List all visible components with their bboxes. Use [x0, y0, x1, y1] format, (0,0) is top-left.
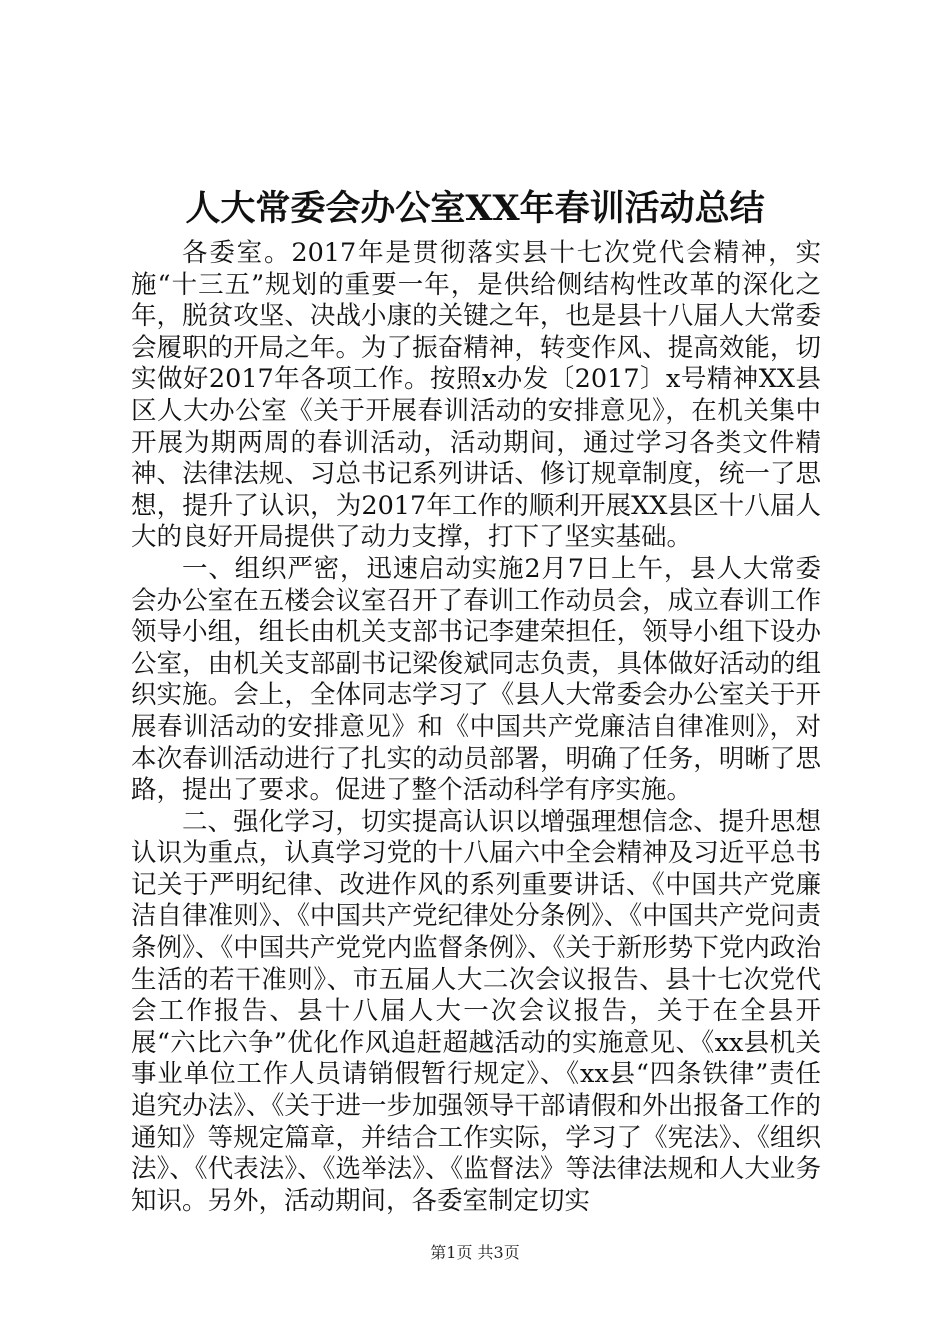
- document-body: [131, 238, 821, 1217]
- paragraph-section-2: 二、强化学习，切实提高认识以增强理想信念、提升思想认识为重点，认真学习党的十八届六中全会精神及习近平总书记关于严明纪律、改进作风的系列重要讲话、《中国共产党廉洁自律准则》、《中国共产党纪律处分条例》、《中国共产党问责条例》、《中国共产党党内监督条例》、《关于新形势下党内政治生活的若干准则》、市五届人大二次会议报告、县十七次党代会工作报告、县十八届人大一次会议报告，关于在全县开展“六比六争”优化作风追赶超越活动的实施意见、《xx县机关事业单位工作人员请销假暂行规定》、《xx县“四条铁律”责任追究办法》、《关于进一步加强领导干部请假和外出报备工作的通知》等规定篇章，并结合工作实际，学习了《宪法》、《组织法》、《代表法》、《选举法》、《监督法》等法律法规和人大业务知识。另外，活动期间，各委室制定切实: [131, 806, 821, 1216]
- paragraph-intro: 各委室。2017年是贯彻落实县十七次党代会精神，实施“十三五”规划的重要一年，是供给侧结构性改革的深化之年，脱贫攻坚、决战小康的关键之年，也是县十八届人大常委会履职的开局之年。为了振奋精神，转变作风、提高效能，切实做好2017年各项工作。按照x办发〔2017〕x号精神XX县区人大办公室《关于开展春训活动的安排意见》，在机关集中开展为期两周的春训活动，活动期间，通过学习各类文件精神、法律法规、习总书记系列讲话、修订规章制度，统一了思想，提升了认识，为2017年工作的顺利开展XX县区十八届人大的良好开局提供了动力支撑，打下了坚实基础。: [131, 238, 821, 553]
- page-number-footer: 第1页 共3页: [430, 1243, 520, 1262]
- paragraph-section-1: 一、组织严密，迅速启动实施2月7日上午，县人大常委会办公室在五楼会议室召开了春训工作动员会，成立春训工作领导小组，组长由机关支部书记李建荣担任，领导小组下设办公室，由机关支部副书记梁俊斌同志负责，具体做好活动的组织实施。会上，全体同志学习了《县人大常委会办公室关于开展春训活动的安排意见》和《中国共产党廉洁自律准则》，对本次春训活动进行了扎实的动员部署，明确了任务，明晰了思路，提出了要求。促进了整个活动科学有序实施。: [131, 553, 821, 806]
- document-title: 人大常委会办公室XX年春训活动总结: [185, 188, 765, 229]
